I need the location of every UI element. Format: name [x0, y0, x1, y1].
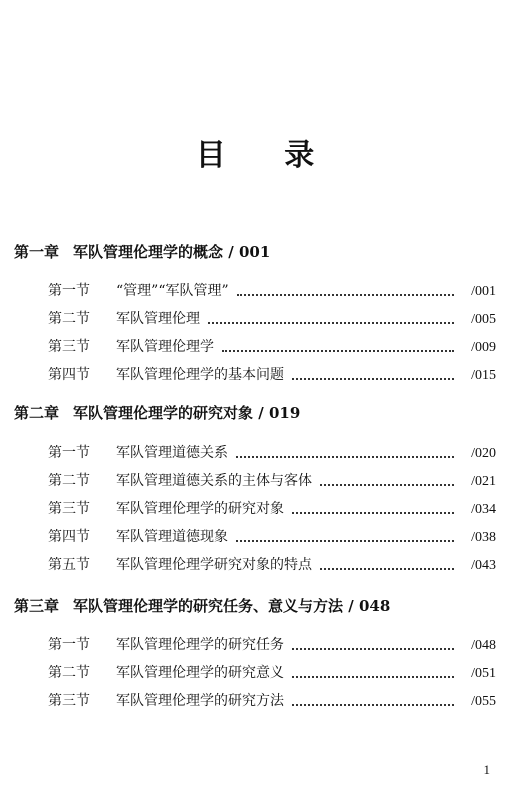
toc-entry — [48, 662, 496, 682]
dot-leader — [292, 512, 454, 514]
section-title: 军队管理伦理学的研究任务 — [116, 637, 284, 653]
toc-entry — [48, 470, 496, 490]
section-title: 军队管理伦理学研究对象的特点 — [116, 557, 312, 573]
toc-entry — [48, 498, 496, 518]
section-number: 第二节 — [48, 473, 90, 489]
section-number: 第三节 — [48, 339, 90, 355]
page-number: 1 — [483, 762, 490, 777]
dot-leader — [320, 484, 454, 486]
section-number: 第二节 — [48, 665, 90, 681]
chapter-2-heading — [14, 402, 300, 423]
section-number: 第四节 — [48, 367, 90, 383]
dot-leader — [208, 322, 454, 324]
toc-entry — [48, 364, 496, 384]
section-title: 军队管理伦理学的基本问题 — [116, 367, 284, 383]
section-page: /005 — [471, 312, 496, 327]
section-number: 第二节 — [48, 311, 90, 327]
section-page: /048 — [471, 638, 496, 653]
toc-entry — [48, 442, 496, 462]
dot-leader — [236, 540, 454, 542]
chapter-title: 军队管理伦理学的概念 / 001 — [73, 243, 271, 261]
chapter-title: 军队管理伦理学的研究对象 / 019 — [73, 404, 301, 422]
section-title: “管理”“军队管理” — [116, 283, 229, 299]
chapter-number: 第二章 — [14, 404, 60, 422]
page-title: 目 录 — [195, 138, 339, 173]
toc-entry — [48, 526, 496, 546]
section-title: 军队管理伦理学 — [116, 339, 214, 355]
section-title: 军队管理道德现象 — [116, 529, 228, 545]
section-page: /038 — [471, 530, 496, 545]
section-number: 第一节 — [48, 283, 90, 299]
section-title: 军队管理道德关系的主体与客体 — [116, 473, 312, 489]
section-page: /001 — [471, 284, 496, 299]
section-page: /043 — [471, 558, 496, 573]
toc-entry — [48, 308, 496, 328]
section-title: 军队管理伦理学的研究对象 — [116, 501, 284, 517]
toc-entry — [48, 634, 496, 654]
chapter-number: 第三章 — [14, 597, 60, 615]
toc-entry — [48, 280, 496, 300]
section-number: 第一节 — [48, 445, 90, 461]
section-number: 第一节 — [48, 637, 90, 653]
chapter-1-heading — [14, 241, 270, 262]
toc-entry — [48, 554, 496, 574]
section-page: /020 — [471, 446, 496, 461]
chapter-3-heading — [14, 595, 390, 616]
toc-entry — [48, 690, 496, 710]
section-title: 军队管理道德关系 — [116, 445, 228, 461]
section-number: 第四节 — [48, 529, 90, 545]
dot-leader — [292, 378, 454, 380]
dot-leader — [236, 456, 454, 458]
chapter-number: 第一章 — [14, 243, 60, 261]
dot-leader — [320, 568, 454, 570]
section-number: 第五节 — [48, 557, 90, 573]
dot-leader — [292, 704, 454, 706]
section-title: 军队管理伦理学的研究方法 — [116, 693, 284, 709]
section-title: 军队管理伦理学的研究意义 — [116, 665, 284, 681]
dot-leader — [237, 294, 454, 296]
dot-leader — [292, 676, 454, 678]
section-page: /051 — [471, 666, 496, 681]
section-page: /015 — [471, 368, 496, 383]
chapter-title: 军队管理伦理学的研究任务、意义与方法 / 048 — [73, 597, 391, 615]
section-page: /009 — [471, 340, 496, 355]
section-number: 第三节 — [48, 501, 90, 517]
section-page: /021 — [471, 474, 496, 489]
section-title: 军队管理伦理 — [116, 311, 200, 327]
dot-leader — [292, 648, 454, 650]
toc-entry — [48, 336, 496, 356]
section-number: 第三节 — [48, 693, 90, 709]
section-page: /055 — [471, 694, 496, 709]
section-page: /034 — [471, 502, 496, 517]
dot-leader — [222, 350, 454, 352]
